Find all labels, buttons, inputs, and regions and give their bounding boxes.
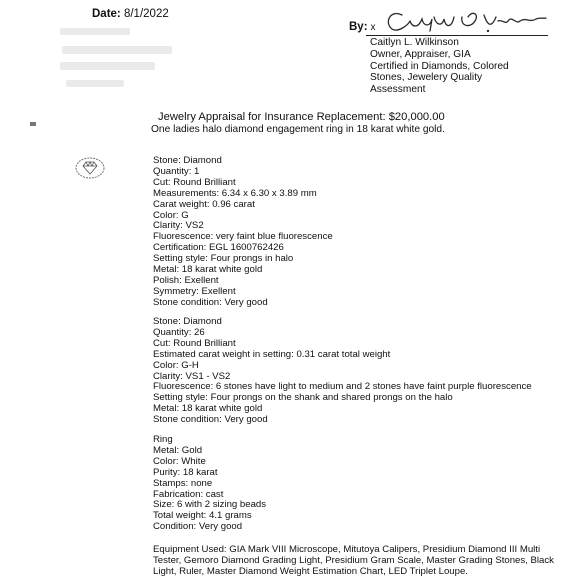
redacted-line bbox=[60, 62, 155, 70]
spec-line: Stamps: none bbox=[153, 477, 213, 489]
spec-line: Setting style: Four prongs on the shank and shared prongs on the halo bbox=[153, 392, 453, 404]
gem-stamp-icon bbox=[74, 156, 106, 180]
spec-line: Measurements: 6.34 x 6.30 x 3.89 mm bbox=[153, 187, 317, 199]
spec-line: Polish: Exellent bbox=[153, 274, 219, 286]
appraiser-cert: Assessment bbox=[370, 84, 426, 96]
spec-line: Cut: Round Brilliant bbox=[153, 176, 236, 188]
spec-line: Fluorescence: very faint blue fluorescence bbox=[153, 231, 333, 243]
spec-line: Size: 6 with 2 sizing beads bbox=[153, 499, 267, 511]
redacted-line bbox=[62, 46, 172, 54]
spec-line: Ring bbox=[153, 434, 173, 445]
appraisal-title: Jewelry Appraisal for Insurance Replacement: $20,000.00 bbox=[158, 111, 445, 123]
appraiser-title: Owner, Appraiser, GIA bbox=[370, 48, 471, 60]
spec-line: Metal: 18 karat white gold bbox=[153, 403, 263, 415]
spec-line: Fabrication: cast bbox=[153, 488, 224, 500]
ring-section bbox=[153, 435, 266, 533]
spec-line: Certification: EGL 1600762426 bbox=[153, 242, 284, 254]
spec-line: Quantity: 1 bbox=[153, 165, 200, 177]
spec-line: Color: G bbox=[153, 209, 189, 221]
spec-line: Fluorescence: 6 stones have light to medium and 2 stones have faint purple fluorescence bbox=[153, 381, 532, 393]
appraisal-subtitle: One ladies halo diamond engagement ring in 18 karat white gold. bbox=[151, 124, 445, 135]
appraiser-info bbox=[370, 37, 570, 96]
spec-line: Estimated carat weight in setting: 0.31 carat total weight bbox=[153, 348, 391, 360]
spec-line: Color: G-H bbox=[153, 359, 199, 371]
signature-line bbox=[366, 35, 548, 36]
spec-line: Setting style: Four prongs in halo bbox=[153, 253, 294, 265]
side-stones-section bbox=[153, 317, 532, 426]
appraiser-cert: Stones, Jewelery Quality bbox=[370, 72, 483, 84]
spec-line: Symmetry: Exellent bbox=[153, 285, 236, 297]
by-mark: x bbox=[370, 22, 376, 33]
equipment-used: Equipment Used: GIA Mark VIII Microscope, Mitutoya Calipers, Presidium Diamond III Multi Tester, Gemoro Diamond Grading Light, Presidium Gram Scale, Master Grading Stones, Black Light, Ruler, Master Diamond Weight Estimation Chart, LED Triplet Loupe. bbox=[153, 544, 554, 578]
spec-line: Stone condition: Very good bbox=[153, 296, 268, 308]
center-stone-section bbox=[153, 156, 333, 309]
by-line bbox=[349, 21, 376, 33]
by-label: By: bbox=[349, 21, 368, 33]
spec-line: Condition: Very good bbox=[153, 521, 243, 533]
redacted-line bbox=[66, 80, 124, 87]
date-label: Date: bbox=[92, 8, 121, 20]
spec-line: Color: White bbox=[153, 455, 206, 467]
spec-line: Stone condition: Very good bbox=[153, 414, 268, 426]
spec-line: Metal: Gold bbox=[153, 444, 203, 456]
appraiser-name: Caitlyn L. Wilkinson bbox=[370, 37, 459, 48]
date-line bbox=[92, 8, 169, 20]
appraiser-cert: Certified in Diamonds, Colored bbox=[370, 60, 509, 72]
scan-mark bbox=[30, 122, 36, 126]
spec-line: Stone: Diamond bbox=[153, 316, 222, 327]
spec-line: Purity: 18 karat bbox=[153, 466, 218, 478]
spec-line: Clarity: VS1 - VS2 bbox=[153, 370, 231, 382]
handwritten-signature bbox=[380, 5, 550, 39]
spec-line: Clarity: VS2 bbox=[153, 220, 204, 232]
spec-line: Carat weight: 0.96 carat bbox=[153, 198, 255, 210]
date-value: 8/1/2022 bbox=[123, 8, 169, 20]
spec-line: Cut: Round Brilliant bbox=[153, 337, 236, 349]
spec-line: Quantity: 26 bbox=[153, 326, 205, 338]
spec-line: Stone: Diamond bbox=[153, 155, 222, 166]
spec-line: Total weight: 4.1 grams bbox=[153, 510, 252, 522]
redacted-line bbox=[60, 28, 130, 35]
spec-line: Metal: 18 karat white gold bbox=[153, 264, 263, 276]
